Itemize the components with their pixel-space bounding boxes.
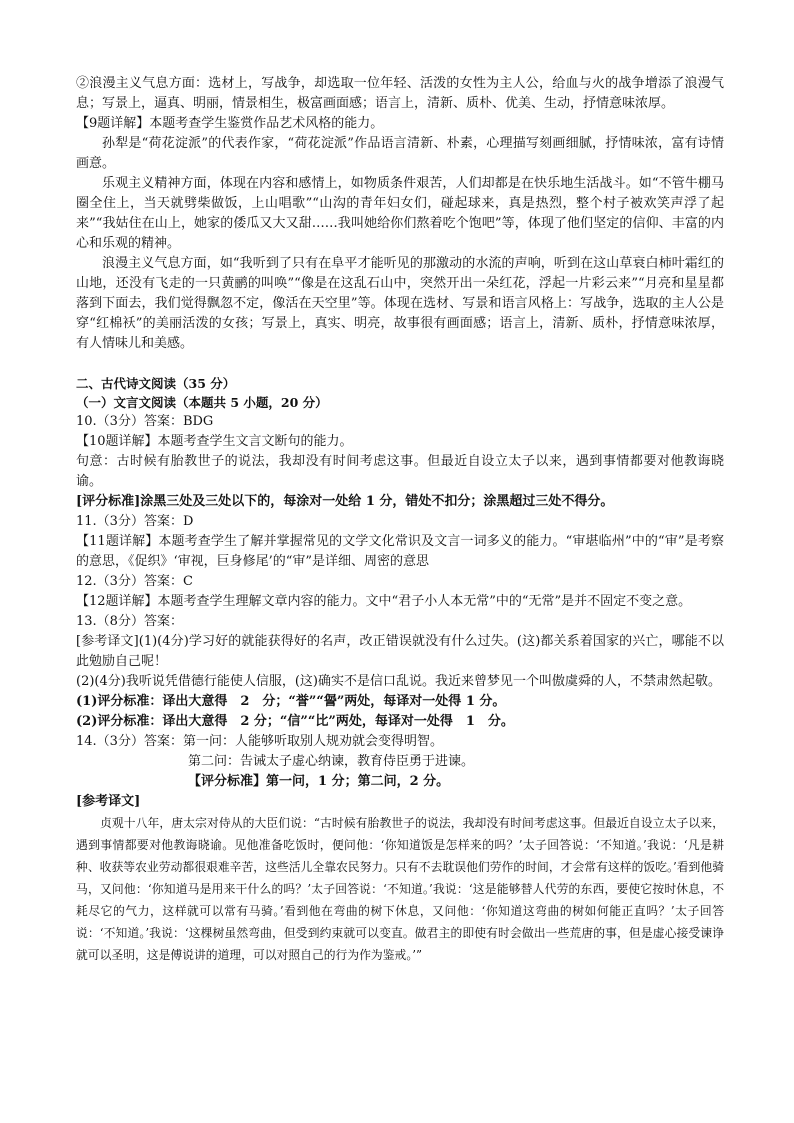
paragraph-romantic-atmosphere: ②浪漫主义气息方面：选材上，写战争，却选取一位年轻、活泼的女性为主人公，给血与火的战争增添了浪漫气息；写景上，逼真、明丽，情景相生，极富画面感；语言上，清新、质朴、优美、生动，抒情意味浓厚。 xyxy=(76,76,724,111)
section-heading-ancient-reading: 二、古代诗文阅读（35 分） xyxy=(76,376,236,391)
q9-explanation-heading: 【9题详解】本题考查学生鉴赏作品艺术风格的能力。 xyxy=(76,116,384,131)
reference-translation-heading: [参考译文] xyxy=(76,794,141,809)
paragraph-sun-li-intro: 孙犁是“荷花淀派”的代表作家，“荷花淀派”作品语言清新、朴素，心理描写刻画细腻，抒情味浓，富有诗情画意。 xyxy=(76,136,724,171)
q11-explanation: 【11题详解】本题考查学生了解并掌握常见的文学文化常识及文言一词多义的能力。“审堪临州”中的“审”是考察的意思，《促织》‘审视，巨身修尾’的“审”是详细、周密的意思 xyxy=(76,534,724,569)
q10-explanation: 【10题详解】本题考查学生文言文断句的能力。 xyxy=(76,434,353,449)
reference-translation-body: 贞观十八年，唐太宗对侍从的大臣们说：“古时候有胎教世子的说法，我却没有时间考虑这事。但最近自设立太子以来，遇到事情都要对他教诲晓谕。见他准备吃饭时，便问他：‘你知道饭是怎样来的吗？’太子回答说：‘不知道。’我说：‘凡是耕种、收获等农业劳动都很艰难辛苦，这些活儿全靠农民努力。只有不去耽误他们劳作的时间，才会常有这样的饭吃。’看到他骑马，又问他：‘你知道马是用来干什么的吗？’太子回答说：‘不知道。’我说：‘这是能够替人代劳的东西，要使它按时休息，不耗尽它的气力，这样就可以常有马骑。’看到他在弯曲的树下休息，又问他：‘你知道这弯曲的树如何能正直吗？’太子回答说：‘不知道。’我说：‘这棵树虽然弯曲，但受到约束就可以变直。做君主的即使有时会做出一些荒唐的事，但是虚心接受谏诤就可以圣明，这是傅说讲的道理，可以对照自己的行为作为鉴戒。’” xyxy=(76,816,724,962)
q11-answer: 11.（3分）答案：D xyxy=(76,514,194,529)
q12-answer: 12.（3分）答案：C xyxy=(76,574,193,589)
q14-answer-second: 第二问：告诫太子虚心纳谏，教育侍臣勇于进谏。 xyxy=(188,754,475,769)
q13-reference-translation-2: (2)(4分)我听说凭借德行能使人信服，(这)确实不是信口乱说。我近来曾梦见一个叫傲虞舜的人，不禁肃然起敬。 xyxy=(76,674,721,689)
q13-scoring-standard-2: (2)评分标准：译出大意得 2 分；“信”“比”两处，每译对一处得 1 分。 xyxy=(76,714,514,729)
q13-scoring-standard-1: (1)评分标准：译出大意得 2 分；“誉”“諐”两处，每译对一处得 1 分。 xyxy=(76,694,506,709)
document-page xyxy=(76,74,724,966)
subsection-heading-classical-chinese: （一）文言文阅读（本题共 5 小题，20 分） xyxy=(76,395,328,410)
paragraph-romanticism: 浪漫主义气息方面，如“我听到了只有在阜平才能听见的那激动的水流的声响，听到在这山草衰白柿叶霜红的山地，还没有飞走的一只黄鹂的叫唤”“像是在这乱石山中，突然开出一朵红花，浮起一片彩云来”“月亮和星星都落到下面去，我们觉得飘忽不定，像活在天空里”等。体现在选材、写景和语言风格上：写战争，选取的主人公是穿“红棉袄”的美丽活泼的女孩；写景上，真实、明亮，故事很有画面感；语言上，清新、质朴，抒情意味浓厚，有人情味儿和美感。 xyxy=(76,256,724,351)
paragraph-optimism: 乐观主义精神方面，体现在内容和感情上，如物质条件艰苦，人们却都是在快乐地生活战斗。如“不管牛棚马圈全住上，当天就劈柴做饭，上山唱歌”“山沟的青年妇女们，碰起球来，真是热烈，整个村子被欢笑声浮了起来”“我姑住在山上，她家的倭瓜又大又甜……我叫她给你们熬着吃个饱吧”等，体现了他们坚定的信仰、丰富的内心和乐观的精神。 xyxy=(76,176,724,251)
q12-explanation: 【12题详解】本题考查学生理解文章内容的能力。文中“君子小人本无常”中的“无常”是并不固定不变之意。 xyxy=(76,594,692,609)
section-gap xyxy=(76,354,724,374)
q13-answer: 13.（8分）答案： xyxy=(76,614,183,629)
q13-reference-translation-1: [参考译文](1)(4分)学习好的就能获得好的名声，改正错误就没有什么过失。(这)都关系着国家的兴亡，哪能不以此勉励自己呢！ xyxy=(76,634,724,669)
q10-sentence-meaning: 句意：古时候有胎教世子的说法，我却没有时间考虑这事。但最近自设立太子以来，遇到事情都要对他教诲晓谕。 xyxy=(76,454,724,489)
q14-answer-first: 14.（3分）答案：第一问：人能够听取别人规劝就会变得明智。 xyxy=(76,734,443,749)
q14-scoring-standard: 【评分标准】第一问，1 分；第二问，2 分。 xyxy=(188,774,450,789)
q10-answer: 10.（3分）答案：BDG xyxy=(76,414,214,429)
q10-scoring-standard: [评分标准]涂黑三处及三处以下的，每涂对一处给 1 分，错处不扣分；涂黑超过三处不得分。 xyxy=(76,494,614,509)
